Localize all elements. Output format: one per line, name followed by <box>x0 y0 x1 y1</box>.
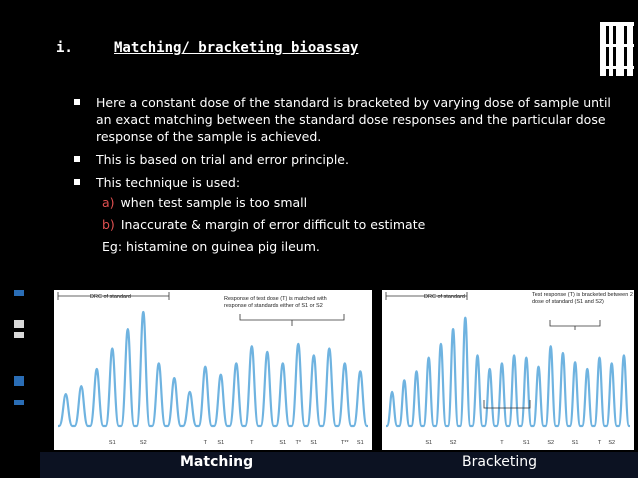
axis-label: S1 <box>356 440 364 446</box>
square-bullet-icon <box>74 179 80 185</box>
matching-trace-image <box>54 290 372 450</box>
bullet-text: This is based on trial and error principle. <box>96 152 349 167</box>
bracketing-trace-image <box>382 290 634 450</box>
sub-marker: a) <box>102 195 115 210</box>
axis-label: T <box>500 440 504 446</box>
bullet-text: Here a constant dose of the standard is bracketed by varying dose of sample until an exact matching between the standard dose responses and the particular dose response of the sample is achieved. <box>96 95 611 144</box>
axis-label: S1 <box>310 440 318 446</box>
axis-label: S2 <box>449 440 457 446</box>
bullet-text: This technique is used: <box>96 175 241 190</box>
square-bullet-icon <box>74 156 80 162</box>
square-bullet-icon <box>74 99 80 105</box>
sub-item <box>102 194 612 211</box>
annotation-text: Test response (T) is bracketed between 2 <box>532 292 633 298</box>
annotation-text: dose of standard (S1 and S2) <box>532 299 604 305</box>
bracketing-figure <box>382 290 634 450</box>
axis-label: T** <box>340 440 349 446</box>
bullet-item <box>72 151 612 168</box>
matching-caption: Matching <box>180 454 254 470</box>
drc-label: DRC of standard <box>90 294 131 300</box>
annotation-bracket <box>240 314 344 326</box>
sub-list <box>102 194 612 233</box>
slide-heading <box>56 40 358 56</box>
axis-label: T <box>203 440 207 446</box>
axis-label: S2 <box>139 440 147 446</box>
annotation-text: Response of test dose (T) is matched with <box>224 296 327 302</box>
axis-label: S1 <box>279 440 287 446</box>
axis-label: T <box>250 440 254 446</box>
axis-label: T* <box>295 440 302 446</box>
sub-text: Inaccurate & margin of error difficult to estimate <box>120 217 426 232</box>
drc-label: DRC of standard <box>424 294 465 300</box>
side-decoration <box>14 290 26 450</box>
bullet-item <box>72 94 612 145</box>
trace-line <box>58 312 368 426</box>
axis-label: S1 <box>522 440 530 446</box>
axis-label: S1 <box>425 440 433 446</box>
axis-label: S2 <box>608 440 616 446</box>
bracketing-caption: Bracketing <box>462 454 537 470</box>
axis-label: S2 <box>547 440 555 446</box>
sub-text: when test sample is too small <box>120 195 308 210</box>
sub-item <box>102 216 612 233</box>
bullet-list <box>72 94 612 261</box>
annotation-text: response of standards either of S1 or S2 <box>224 303 323 309</box>
example-text: Eg: histamine on guinea pig ileum. <box>102 239 320 254</box>
sub-marker: b) <box>102 217 115 232</box>
axis-label: S1 <box>108 440 116 446</box>
caption-bar <box>40 452 638 478</box>
heading-title: Matching/ bracketing bioassay <box>114 40 359 56</box>
axis-label: T <box>597 440 602 446</box>
heading-number: i. <box>56 40 73 56</box>
bullet-item <box>72 174 612 255</box>
matching-figure <box>54 290 372 450</box>
axis-label: S1 <box>571 440 579 446</box>
axis-label: S1 <box>217 440 225 446</box>
trace-line <box>386 318 630 426</box>
